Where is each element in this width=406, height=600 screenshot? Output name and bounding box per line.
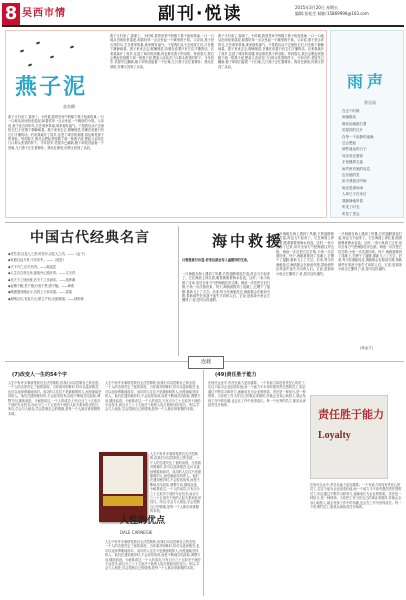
serial-tag: 连载 bbox=[188, 356, 224, 369]
quote-item: ◆海纳百川,有容乃大;壁立千仞,无欲则刚。——林则徐 bbox=[8, 296, 84, 301]
poem-line: 淅沥沥地敲打着 bbox=[342, 121, 367, 126]
rescue-body-col2: 一只海鸥在海上遇到了风暴,它的翅膀被浪打湿,再也飞不起来了。它在海面上挣扎着,眼看就要被海水吞没。这时,一条小鱼游了过来,用尽全身力气把海鸥往岸边推。海浪一次次把它们打散,小鱼一次次游回来。终于,海鸥被推到了浅滩上,它晒干了翅膀,重新飞上了天空。后来,每当有渔船经过,海鸥都会在船前引路,帮助那些在风浪中迷失方向的人们。它说,是那条小鱼让它懂得了:爱,是可以传递的。 bbox=[276, 232, 334, 276]
poem-line: 在每一个寂静的夜晚 bbox=[342, 134, 374, 139]
date-line: 2015年3月20日 星期五 bbox=[295, 5, 339, 10]
poem-line: 旧屋顶的瓦片 bbox=[342, 128, 363, 133]
poem-line: 母亲坐在窗前 bbox=[342, 153, 363, 158]
contact-line: 编辑:张松生 邮箱:15869996@163.com bbox=[295, 11, 369, 16]
page-number: 8 bbox=[2, 3, 20, 25]
poem-line: 总会想起 bbox=[342, 141, 356, 146]
yanzi-body-col1: 燕子又归来了,春深了。小时候,我曾见家中的檐下燕子衔泥筑巢,一口一口地从田间衔来湿泥,和着枯草一点点垒起一个碗形的小窝。父亲说,燕子是吉祥的鸟,它在谁家筑巢,谁家便有福气。于是我们从不去惊扰它们,只在檐下静静地看。燕子来来去去,呢喃细语,仿佛在说着只有它们才懂的话。后来我离开了故乡,住进了城市的高楼,再也难见燕子的身影。每到春天,我总会想起老屋檐下那一窝燕子泥,想起父亲站在门口仰头张望的样子。今年回乡,老屋早已翻新,檐下却依旧留着一个旧巢,几只燕子正忙着修补。我站在那里,仿佛又回到了从前。 bbox=[8, 115, 104, 150]
serial-right-col2: 在现代企业中,责任比能力更加重要。一个有能力却没有责任心的员工,往往不能为企业创造价值;而一个能力平平却有强烈责任感的员工,则会通过不断学习和努力,逐渐成长为企业的栋梁。责任是一种担当,是一种使命。当你把工作当作自己的事业来做时,你就会全身心地投入,就会发现工作中的乐趣,也会在工作中获得成长。每一个优秀的员工,都是从承担责任开始的。 bbox=[310, 483, 402, 510]
quote-item: ◆天下兴亡,匹夫有责。——顾炎武 bbox=[8, 264, 57, 269]
poem-line: 雨声里有她的叹息 bbox=[342, 166, 370, 171]
book2-subtitle: Loyalty bbox=[318, 430, 351, 441]
serial-right-title: (49)责任胜于能力 bbox=[215, 372, 257, 378]
column-rule bbox=[178, 226, 179, 356]
yanzi-body-col2: 燕子又归来了,春深了。小时候,我曾见家中的檐下燕子衔泥筑巢,一口一口地从田间衔来湿泥,和着枯草一点点垒起一个碗形的小窝。父亲说,燕子是吉祥的鸟,它在谁家筑巢,谁家便有福气。于是我们从不去惊扰它们,只在檐下静静地看。燕子来来去去,呢喃细语,仿佛在说着只有它们才懂的话。后来我离开了故乡,住进了城市的高楼,再也难见燕子的身影。每到春天,我总会想起老屋檐下那一窝燕子泥,想起父亲站在门口仰头张望的样子。今年回乡,老屋早已翻新,檐下却依旧留着一个旧巢,几只燕子正忙着修补。我站在那里,仿佛又回到了从前。 bbox=[110, 34, 214, 69]
yanzi-title: 燕子泥 bbox=[15, 75, 88, 100]
quote-item: ◆有朋自远方来,不亦乐乎。——《论语》 bbox=[8, 258, 66, 263]
poem-line: 在这个时候 bbox=[342, 109, 360, 113]
rescue-title: 海中救援 bbox=[212, 232, 285, 250]
poem-line: 我静静地听着 bbox=[342, 198, 363, 203]
section-name: 吴西市情 bbox=[22, 8, 66, 19]
yanzi-author: 童家麟 bbox=[63, 104, 75, 109]
poem-line: 人却已不在身边 bbox=[342, 192, 367, 197]
rescue-source: (杨金才) bbox=[360, 346, 373, 350]
column-rule bbox=[203, 370, 204, 596]
quote-item: ◆先天下之忧而忧,后天下之乐而乐。——范仲淹 bbox=[8, 277, 76, 282]
page-title: 副刊·悦读 bbox=[158, 4, 243, 24]
book1-author: DALE CARNEGIE bbox=[120, 530, 153, 535]
serial-left-col1: 人生中有许多事情是我们无法控制的,但我们可以控制自己的态度。一个人的态度决定了他的高度。当你面对困难时,你可以选择抱怨,也可以选择勇敢地面对。成功的人往往不是最聪明的人,而是最能坚持的人。他们在遇到挫折时,不会轻易放弃,而是不断地总结经验,调整方向,继续前进。卡耐基说过,一个人的成功,只有百分之十五取决于他的专业技术,而百分之八十五取决于他的人际关系和处世技巧。所以,学会与人相处,学会控制自己的情绪,是每一个人都应该掌握的本领。 bbox=[8, 381, 102, 416]
rescue-body-col1: 一只海鸥在海上遇到了风暴,它的翅膀被浪打湿,再也飞不起来了。它在海面上挣扎着,眼看就要被海水吞没。这时,一条小鱼游了过来,用尽全身力气把海鸥往岸边推。海浪一次次把它们打散,小鱼一次次游回来。终于,海鸥被推到了浅滩上,它晒干了翅膀,重新飞上了天空。后来,每当有渔船经过,海鸥都会在船前引路,帮助那些在风浪中迷失方向的人们。它说,是那条小鱼让它懂得了:爱,是可以传递的。 bbox=[182, 272, 270, 303]
book1-title: 人性的优点 bbox=[120, 516, 166, 526]
book-cover-panel bbox=[103, 456, 143, 494]
rain-poem bbox=[342, 108, 402, 217]
quote-item: ◆业精于勤,荒于嬉;行成于思,毁于随。——韩愈 bbox=[8, 284, 75, 289]
serial-left-title: (7)改变人一生的54个字 bbox=[12, 372, 68, 378]
rescue-subtitle: 只要愿意付出爱,你身边就会有人温暖你的生命。 bbox=[182, 258, 251, 262]
serial-right-col1: 在现代企业中,责任比能力更加重要。一个有能力却没有责任心的员工,往往不能为企业创造价值;而一个能力平平却有强烈责任感的员工,则会通过不断学习和努力,逐渐成长为企业的栋梁。责任是一种担当,是一种使命。当你把工作当作自己的事业来做时,你就会全身心地投入,就会发现工作中的乐趣,也会在工作中获得成长。每一个优秀的员工,都是从承担责任开始的。 bbox=[208, 381, 306, 408]
book2-title: 责任胜于能力 bbox=[318, 408, 384, 421]
serial-left-col3: 人生中有许多事情是我们无法控制的,但我们可以控制自己的态度。一个人的态度决定了他的高度。当你面对困难时,你可以选择抱怨,也可以选择勇敢地面对。成功的人往往不是最聪明的人,而是最能坚持的人。他们在遇到挫折时,不会轻易放弃,而是不断地总结经验,调整方向,继续前进。卡耐基说过,一个人的成功,只有百分之十五取决于他的专业技术,而百分之八十五取决于他的人际关系和处世技巧。所以,学会与人相处,学会控制自己的情绪,是每一个人都应该掌握的本领。 bbox=[150, 452, 201, 514]
quote-item: ◆老吾老,以及人之老;幼吾幼,以及人之幼。——《孟子》 bbox=[8, 252, 87, 256]
poem-line: 雨还是那场雨 bbox=[342, 185, 363, 190]
yanzi-body-col3: 燕子又归来了,春深了。小时候,我曾见家中的檐下燕子衔泥筑巢,一口一口地从田间衔来湿泥,和着枯草一点点垒起一个碗形的小窝。父亲说,燕子是吉祥的鸟,它在谁家筑巢,谁家便有福气。于是我们从不去惊扰它们,只在檐下静静地看。燕子来来去去,呢喃细语,仿佛在说着只有它们才懂的话。后来我离开了故乡,住进了城市的高楼,再也难见燕子的身影。每到春天,我总会想起老屋檐下那一窝燕子泥,想起父亲站在门口仰头张望的样子。今年回乡,老屋早已翻新,檐下却依旧留着一个旧巢,几只燕子正忙着修补。我站在那里,仿佛又回到了从前。 bbox=[218, 34, 324, 69]
rain-title: 雨声 bbox=[346, 72, 387, 91]
quotes-list bbox=[8, 252, 174, 356]
rain-author: 曹忠福 bbox=[364, 100, 376, 105]
poem-line: 听见了思念 bbox=[342, 211, 360, 216]
poem-line: 手里缝着衣裳 bbox=[342, 160, 363, 165]
header-meta bbox=[295, 5, 403, 17]
quotes-title: 中国古代经典名言 bbox=[30, 230, 150, 246]
book-cover-strip bbox=[103, 496, 143, 506]
poem-line: 那些遥远的日子 bbox=[342, 147, 367, 152]
poem-line: 雨落檐前 bbox=[342, 115, 356, 120]
serial-left-col2: 人生中有许多事情是我们无法控制的,但我们可以控制自己的态度。一个人的态度决定了他的高度。当你面对困难时,你可以选择抱怨,也可以选择勇敢地面对。成功的人往往不是最聪明的人,而是最能坚持的人。他们在遇到挫折时,不会轻易放弃,而是不断地总结经验,调整方向,继续前进。卡耐基说过,一个人的成功,只有百分之十五取决于他的专业技术,而百分之八十五取决于他的人际关系和处世技巧。所以,学会与人相处,学会控制自己的情绪,是每一个人都应该掌握的本领。 bbox=[105, 381, 201, 412]
serial-left-col4: 人生中有许多事情是我们无法控制的,但我们可以控制自己的态度。一个人的态度决定了他的高度。当你面对困难时,你可以选择抱怨,也可以选择勇敢地面对。成功的人往往不是最聪明的人,而是最能坚持的人。他们在遇到挫折时,不会轻易放弃,而是不断地总结经验,调整方向,继续前进。卡耐基说过,一个人的成功,只有百分之十五取决于他的专业技术,而百分之八十五取决于他的人际关系和处世技巧。所以,学会与人相处,学会控制自己的情绪,是每一个人都应该掌握的本领。 bbox=[105, 540, 201, 571]
section-rule bbox=[5, 222, 404, 223]
poem-line: 如今我独自听雨 bbox=[342, 179, 367, 184]
rescue-body-col3: 一只海鸥在海上遇到了风暴,它的翅膀被浪打湿,再也飞不起来了。它在海面上挣扎着,眼看就要被海水吞没。这时,一条小鱼游了过来,用尽全身力气把海鸥往岸边推。海浪一次次把它们打散,小鱼一次次游回来。终于,海鸥被推到了浅滩上,它晒干了翅膀,重新飞上了天空。后来,每当有渔船经过,海鸥都会在船前引路,帮助那些在风浪中迷失方向的人们。它说,是那条小鱼让它懂得了:爱,是可以传递的。 bbox=[338, 232, 402, 272]
poem-line: 听见了时光 bbox=[342, 205, 360, 210]
quote-item: ◆路漫漫其修远兮,吾将上下而求索。——屈原 bbox=[8, 290, 73, 295]
header-rule bbox=[2, 25, 404, 27]
poem-line: 也有她的笑 bbox=[342, 173, 360, 178]
quote-item: ◆人生自古谁无死,留取丹心照汗青。——文天祥 bbox=[8, 271, 76, 276]
